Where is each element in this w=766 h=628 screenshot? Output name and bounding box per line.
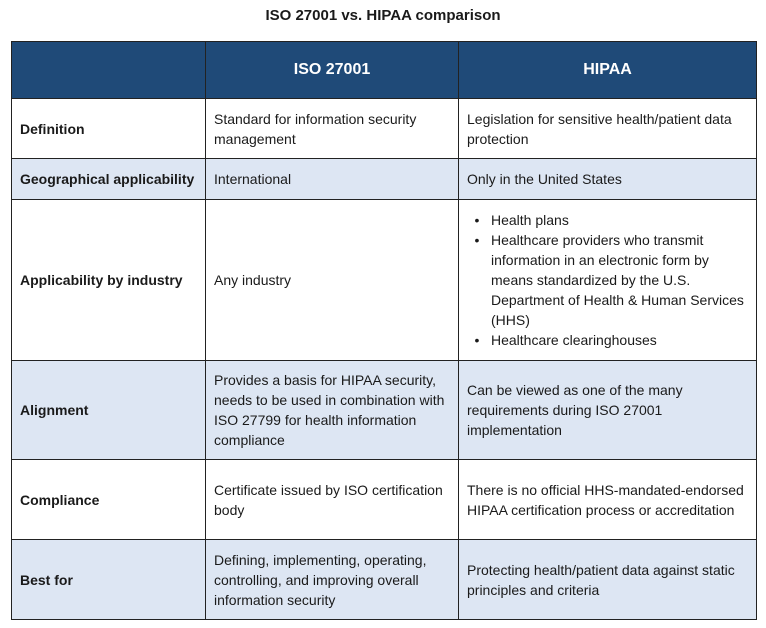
hipaa-cell: Can be viewed as one of the many requirements during ISO 27001 implementation [459, 361, 757, 460]
table-row-best-for [12, 540, 757, 620]
list-item-text: Healthcare providers who transmit information in an electronic form by means standardized by the U.S. Department of Health & Human Services (HHS) [491, 232, 744, 328]
table-header-row [12, 42, 757, 99]
table-row-alignment [12, 361, 757, 460]
iso-cell: Defining, implementing, operating, controlling, and improving overall information security [206, 540, 459, 620]
hipaa-cell [459, 200, 757, 361]
row-label: Definition [12, 99, 206, 159]
comparison-table [11, 41, 757, 620]
row-label: Best for [12, 540, 206, 620]
list-item [474, 330, 748, 350]
header-cell-hipaa: HIPAA [459, 42, 757, 99]
hipaa-cell: Legislation for sensitive health/patient data protection [459, 99, 757, 159]
row-label: Applicability by industry [12, 200, 206, 361]
bullet-icon: • [474, 212, 480, 228]
bullet-icon: • [474, 332, 480, 348]
iso-cell: Certificate issued by ISO certification body [206, 460, 459, 540]
table-row-compliance [12, 460, 757, 540]
hipaa-cell: Protecting health/patient data against static principles and criteria [459, 540, 757, 620]
hipaa-cell: Only in the United States [459, 159, 757, 200]
bullet-icon: • [474, 232, 480, 248]
page-title: ISO 27001 vs. HIPAA comparison [265, 7, 501, 24]
list-item [474, 210, 748, 230]
header-cell-empty [12, 42, 206, 99]
row-label: Compliance [12, 460, 206, 540]
list-item-text: Healthcare clearinghouses [491, 332, 657, 348]
list-item-text: Health plans [491, 212, 569, 228]
iso-cell: International [206, 159, 459, 200]
table-row-geographical-applicability [12, 159, 757, 200]
table-row-applicability-by-industry [12, 200, 757, 361]
bullet-list [467, 210, 748, 350]
list-item [474, 230, 748, 330]
iso-cell: Provides a basis for HIPAA security, needs to be used in combination with ISO 27799 for health information compliance [206, 361, 459, 460]
table-row-definition [12, 99, 757, 159]
iso-cell: Any industry [206, 200, 459, 361]
header-cell-iso: ISO 27001 [206, 42, 459, 99]
row-label: Alignment [12, 361, 206, 460]
row-label: Geographical applicability [12, 159, 206, 200]
hipaa-cell: There is no official HHS-mandated-endorsed HIPAA certification process or accreditation [459, 460, 757, 540]
iso-cell: Standard for information security management [206, 99, 459, 159]
